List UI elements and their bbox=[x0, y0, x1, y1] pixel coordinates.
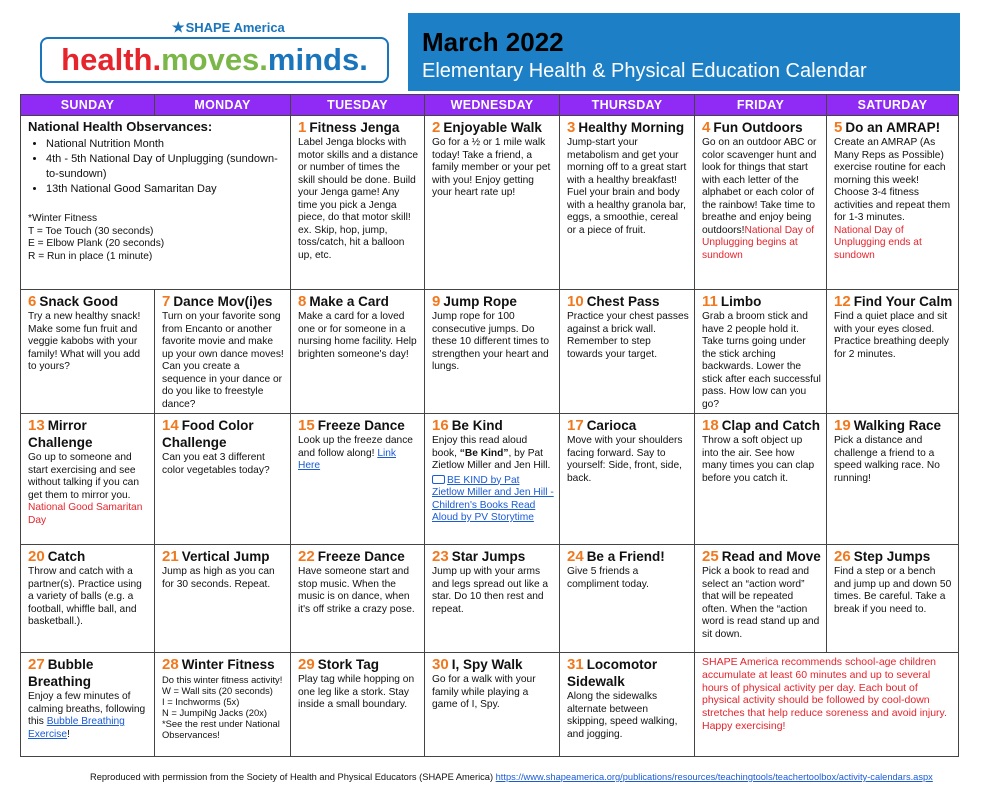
day-text: ! bbox=[67, 728, 70, 740]
day-title: Vertical Jump bbox=[181, 549, 270, 564]
day-text: Give 5 friends a compliment today. bbox=[567, 566, 649, 590]
day-text: Have someone start and stop music. When the music is on dance, when it's off strike a crazy pose. bbox=[298, 566, 415, 615]
day-number: 26 bbox=[834, 548, 851, 565]
day-number: 9 bbox=[432, 293, 441, 310]
day-cell-4 bbox=[695, 116, 827, 290]
day-cell-10 bbox=[560, 290, 695, 414]
day-number: 22 bbox=[298, 548, 315, 565]
be-kind-video-link[interactable]: BE KIND by Pat Zietlow Miller and Jen Hill - Children's Books Read Aloud by PV Storytime bbox=[432, 474, 554, 523]
day-text: Try a new healthy snack! Make some fun fruit and veggie kabobs with your family! What will you add to yours? bbox=[28, 311, 141, 372]
bubble-breathing-link[interactable]: Bubble Breathing Exercise bbox=[28, 716, 125, 740]
day-cell-3 bbox=[560, 116, 695, 290]
day-title: Fitness Jenga bbox=[309, 120, 400, 135]
day-number: 20 bbox=[28, 548, 45, 565]
title-banner bbox=[408, 13, 960, 91]
day-number: 21 bbox=[162, 548, 179, 565]
day-cell-2 bbox=[425, 116, 560, 290]
day-title: Fun Outdoors bbox=[713, 120, 803, 135]
winter-fitness-line: R = Run in place (1 minute) bbox=[28, 250, 153, 262]
day-title: Make a Card bbox=[309, 294, 389, 309]
day-title: Do an AMRAP! bbox=[845, 120, 941, 135]
day-number: 4 bbox=[702, 119, 711, 136]
winter-fitness-title: *Winter Fitness bbox=[28, 213, 98, 224]
day-cell-21 bbox=[155, 545, 291, 653]
day-number: 14 bbox=[162, 417, 179, 434]
day-title: Healthy Morning bbox=[578, 120, 685, 135]
day-cell-22 bbox=[291, 545, 425, 653]
day-cell-16 bbox=[425, 414, 560, 545]
day-title: Be Kind bbox=[451, 418, 503, 433]
day-number: 5 bbox=[834, 119, 843, 136]
freeze-dance-link[interactable]: Link Here bbox=[298, 447, 397, 471]
winter-fitness-key bbox=[28, 213, 285, 263]
day-number: 17 bbox=[567, 417, 584, 434]
day-title: Clap and Catch bbox=[721, 418, 820, 433]
health-moves-minds-logo bbox=[40, 37, 389, 83]
day-number: 30 bbox=[432, 656, 449, 673]
day-number: 2 bbox=[432, 119, 441, 136]
day-text: Enjoy this read aloud book, bbox=[432, 435, 528, 459]
logo bbox=[40, 15, 395, 90]
week-row-3 bbox=[21, 414, 959, 545]
day-title: Mirror Challenge bbox=[28, 418, 93, 450]
day-observance-note: National Good Samaritan Day bbox=[28, 502, 143, 526]
day-cell-19 bbox=[827, 414, 959, 545]
day-title: Read and Move bbox=[721, 549, 821, 564]
day-number: 6 bbox=[28, 293, 37, 310]
day-text: Go on an outdoor ABC or color scavenger hunt and look for things that start with each letter of the alphabet or each color of the rainbow! Take time to breathe and enjoy being outdoors! bbox=[702, 137, 817, 236]
weekday-header-row bbox=[21, 95, 959, 116]
day-number: 19 bbox=[834, 417, 851, 434]
day-cell-17 bbox=[560, 414, 695, 545]
star-icon: ★ bbox=[172, 19, 185, 35]
footer-credit bbox=[90, 772, 933, 782]
day-text: Practice your chest passes against a brick wall. Remember to step towards your target. bbox=[567, 311, 689, 360]
day-text: Go up to someone and start exercising and see without talking if you can get them to mirror you. bbox=[28, 452, 139, 501]
day-title: Step Jumps bbox=[853, 549, 931, 564]
day-cell-31 bbox=[560, 653, 695, 757]
logo-word-moves: moves. bbox=[161, 42, 268, 77]
day-number: 8 bbox=[298, 293, 307, 310]
day-cell-13 bbox=[21, 414, 155, 545]
recommendation-cell bbox=[695, 653, 959, 757]
day-number: 31 bbox=[567, 656, 584, 673]
day-cell-12 bbox=[827, 290, 959, 414]
day-cell-6 bbox=[21, 290, 155, 414]
footer-text: Reproduced with permission from the Society of Health and Physical Educators (SHAPE America) bbox=[90, 772, 496, 782]
day-title: Carioca bbox=[586, 418, 637, 433]
day-cell-27 bbox=[21, 653, 155, 757]
day-title: Chest Pass bbox=[586, 294, 660, 309]
day-number: 23 bbox=[432, 548, 449, 565]
day-number: 29 bbox=[298, 656, 315, 673]
observances-title: National Health Observances: bbox=[28, 119, 213, 134]
logo-word-minds: minds. bbox=[267, 42, 368, 77]
day-text: Go for a walk with your family while playing a game of I, Spy. bbox=[432, 674, 536, 710]
calendar-month: March 2022 bbox=[422, 27, 564, 57]
day-title: Jump Rope bbox=[443, 294, 517, 309]
weekday-wednesday: WEDNESDAY bbox=[425, 95, 560, 116]
day-text: Pick a book to read and select an “action word” that will be repeated often. When the “action word is read stand up and sit down. bbox=[702, 566, 820, 640]
day-text: Throw and catch with a partner(s). Practice using a variety of balls (e.g. a football, whiffle ball, and basketball.). bbox=[28, 566, 142, 627]
day-number: 18 bbox=[702, 417, 719, 434]
observance-item: • 13th National Good Samaritan Day bbox=[46, 182, 285, 197]
day-title: Walking Race bbox=[853, 418, 941, 433]
day-text: Jump rope for 100 consecutive jumps. Do these 10 different times to strengthen your heart and lungs. bbox=[432, 311, 550, 372]
day-cell-7 bbox=[155, 290, 291, 414]
weekday-saturday: SATURDAY bbox=[827, 95, 959, 116]
day-text: Grab a broom stick and have 2 people hold it. Take turns going under the stick arching backwards. Lower the stick after each successful pass. How low can you go? bbox=[702, 311, 821, 410]
day-title: Freeze Dance bbox=[317, 418, 405, 433]
activity-recommendation: SHAPE America recommends school-age children accumulate at least 60 minutes and up to several hours of physical activity per day. Each bout of physical activity should be followed by cool-down stretches that help reduce soreness and avoid injury. Happy exercising! bbox=[702, 656, 947, 732]
day-cell-15 bbox=[291, 414, 425, 545]
book-title: “Be Kind” bbox=[459, 447, 509, 459]
day-number: 12 bbox=[834, 293, 851, 310]
day-title: Food Color Challenge bbox=[162, 418, 254, 450]
winter-fitness-line: I = Inchworms (5x) bbox=[162, 696, 240, 707]
day-number: 28 bbox=[162, 656, 179, 673]
day-number: 1 bbox=[298, 119, 307, 136]
winter-fitness-line: T = Toe Touch (30 seconds) bbox=[28, 225, 154, 237]
logo-word-health: health. bbox=[61, 42, 162, 77]
day-cell-9 bbox=[425, 290, 560, 414]
week-row-4 bbox=[21, 545, 959, 653]
day-title: Star Jumps bbox=[451, 549, 526, 564]
day-cell-30 bbox=[425, 653, 560, 757]
day-text: Do this winter fitness activity! bbox=[162, 674, 283, 685]
day-title: Find Your Calm bbox=[853, 294, 953, 309]
day-number: 24 bbox=[567, 548, 584, 565]
weekday-thursday: THURSDAY bbox=[560, 95, 695, 116]
day-title: Snack Good bbox=[39, 294, 119, 309]
day-title: Freeze Dance bbox=[317, 549, 405, 564]
day-number: 16 bbox=[432, 417, 449, 434]
day-title: Locomotor Sidewalk bbox=[567, 657, 658, 689]
day-text: Jump-start your metabolism and get your morning off to a great start with a healthy breakfast! Fuel your brain and body with a healthy granola bar, eggs, a smoothie, cereal or a piece of fruit. bbox=[567, 137, 687, 236]
winter-fitness-line: N = JumpiNg Jacks (20x) bbox=[162, 707, 267, 718]
day-number: 13 bbox=[28, 417, 45, 434]
week-row-5 bbox=[21, 653, 959, 757]
observances-cell bbox=[21, 116, 291, 290]
day-number: 7 bbox=[162, 293, 171, 310]
day-number: 25 bbox=[702, 548, 719, 565]
week-row-2 bbox=[21, 290, 959, 414]
day-text: Turn on your favorite song from Encanto or another favorite movie and make up your own dance moves! Can you create a sequence in your dance or do you like to freestyle dance? bbox=[162, 311, 284, 410]
shape-america-brand: ★SHAPE America bbox=[172, 19, 285, 35]
observance-item: • National Nutrition Month bbox=[46, 137, 285, 152]
day-number: 15 bbox=[298, 417, 315, 434]
day-cell-29 bbox=[291, 653, 425, 757]
day-cell-1 bbox=[291, 116, 425, 290]
day-title: Enjoyable Walk bbox=[443, 120, 542, 135]
day-text: Find a quiet place and sit with your eyes closed. Practice breathing deeply for 2 minutes. bbox=[834, 311, 949, 360]
calendar-subtitle: Elementary Health & Physical Education Calendar bbox=[422, 60, 867, 82]
winter-fitness-line: E = Elbow Plank (20 seconds) bbox=[28, 238, 165, 249]
day-cell-23 bbox=[425, 545, 560, 653]
day-text: Jump as high as you can for 30 seconds. Repeat. bbox=[162, 566, 275, 590]
day-text: Label Jenga blocks with motor skills and a distance or number of times the skill should be done. Build your Jenga game! Any time you pick a Jenga piece, do that motor skill! ex. Skip, hop, jump, toss/catch, hit a balloon up, etc. bbox=[298, 137, 419, 261]
weekday-friday: FRIDAY bbox=[695, 95, 827, 116]
day-text: Pick a distance and challenge a friend to a speed walking race. No running! bbox=[834, 435, 940, 484]
day-text: Look up the freeze dance and follow along! bbox=[298, 435, 413, 459]
day-cell-14 bbox=[155, 414, 291, 545]
day-title: Dance Mov(i)es bbox=[173, 294, 273, 309]
day-cell-11 bbox=[695, 290, 827, 414]
day-title: Bubble Breathing bbox=[28, 657, 94, 689]
day-title: I, Spy Walk bbox=[451, 657, 523, 672]
day-cell-28 bbox=[155, 653, 291, 757]
day-text: Can you eat 3 different color vegetables today? bbox=[162, 452, 270, 476]
day-text: Jump up with your arms and legs spread out like a star. Do 10 then rest and repeat. bbox=[432, 566, 549, 615]
day-text: Move with your shoulders facing forward. Say to yourself: Side, front, side, back. bbox=[567, 435, 683, 484]
day-observance-note: National Day of Unplugging ends at sundown bbox=[834, 224, 922, 261]
observance-item: • 4th - 5th National Day of Unplugging (sundown-to-sundown) bbox=[46, 152, 285, 182]
day-number: 3 bbox=[567, 119, 576, 136]
day-number: 27 bbox=[28, 656, 45, 673]
day-text: , by Pat Zietlow Miller and Jen Hill. bbox=[432, 447, 551, 471]
day-text: Along the sidewalks alternate between skipping, speed walking, and jogging. bbox=[567, 691, 678, 740]
day-cell-8 bbox=[291, 290, 425, 414]
day-number: 11 bbox=[702, 293, 718, 310]
day-title: Be a Friend! bbox=[586, 549, 665, 564]
day-text: Go for a ½ or 1 mile walk today! Take a friend, a family member or your pet with you! Enjoy getting your heart rate up! bbox=[432, 137, 551, 198]
day-cell-5 bbox=[827, 116, 959, 290]
video-link-icon bbox=[432, 475, 445, 484]
day-observance-note: National Day of Unplugging begins at sundown bbox=[702, 224, 815, 261]
day-text: Throw a soft object up into the air. See how many times you can clap before you catch it. bbox=[702, 435, 815, 484]
day-note: *See the rest under National Observances! bbox=[162, 718, 280, 740]
day-title: Stork Tag bbox=[317, 657, 379, 672]
day-title: Winter Fitness bbox=[181, 657, 275, 672]
day-text: Create an AMRAP (As Many Reps as Possible) exercise routine for each morning this week! Choose 3-4 fitness activities and repeat them for 1-3 minutes. bbox=[834, 137, 951, 223]
day-text: Play tag while hopping on one leg like a stork. Stay inside a small boundary. bbox=[298, 674, 415, 710]
day-cell-24 bbox=[560, 545, 695, 653]
day-text: Make a card for a loved one or for someone in a nursing home facility. Help brighten someone's day! bbox=[298, 311, 417, 360]
weekday-monday: MONDAY bbox=[155, 95, 291, 116]
weekday-sunday: SUNDAY bbox=[21, 95, 155, 116]
day-title: Limbo bbox=[720, 294, 762, 309]
week-row-1 bbox=[21, 116, 959, 290]
day-text: Enjoy a few minutes of calming breaths, following this bbox=[28, 691, 146, 727]
day-cell-25 bbox=[695, 545, 827, 653]
day-cell-18 bbox=[695, 414, 827, 545]
day-number: 10 bbox=[567, 293, 584, 310]
day-cell-20 bbox=[21, 545, 155, 653]
footer-source-link[interactable]: https://www.shapeamerica.org/publications/resources/teachingtools/teachertoolbox/activity-calendars.aspx bbox=[495, 772, 933, 782]
day-text: Find a step or a bench and jump up and down 50 times. Be careful. Take a break if you need to. bbox=[834, 566, 952, 615]
weekday-tuesday: TUESDAY bbox=[291, 95, 425, 116]
observances-list bbox=[28, 137, 285, 197]
winter-fitness-line: W = Wall sits (20 seconds) bbox=[162, 685, 273, 696]
day-title: Catch bbox=[47, 549, 86, 564]
calendar-grid bbox=[20, 94, 959, 757]
day-cell-26 bbox=[827, 545, 959, 653]
